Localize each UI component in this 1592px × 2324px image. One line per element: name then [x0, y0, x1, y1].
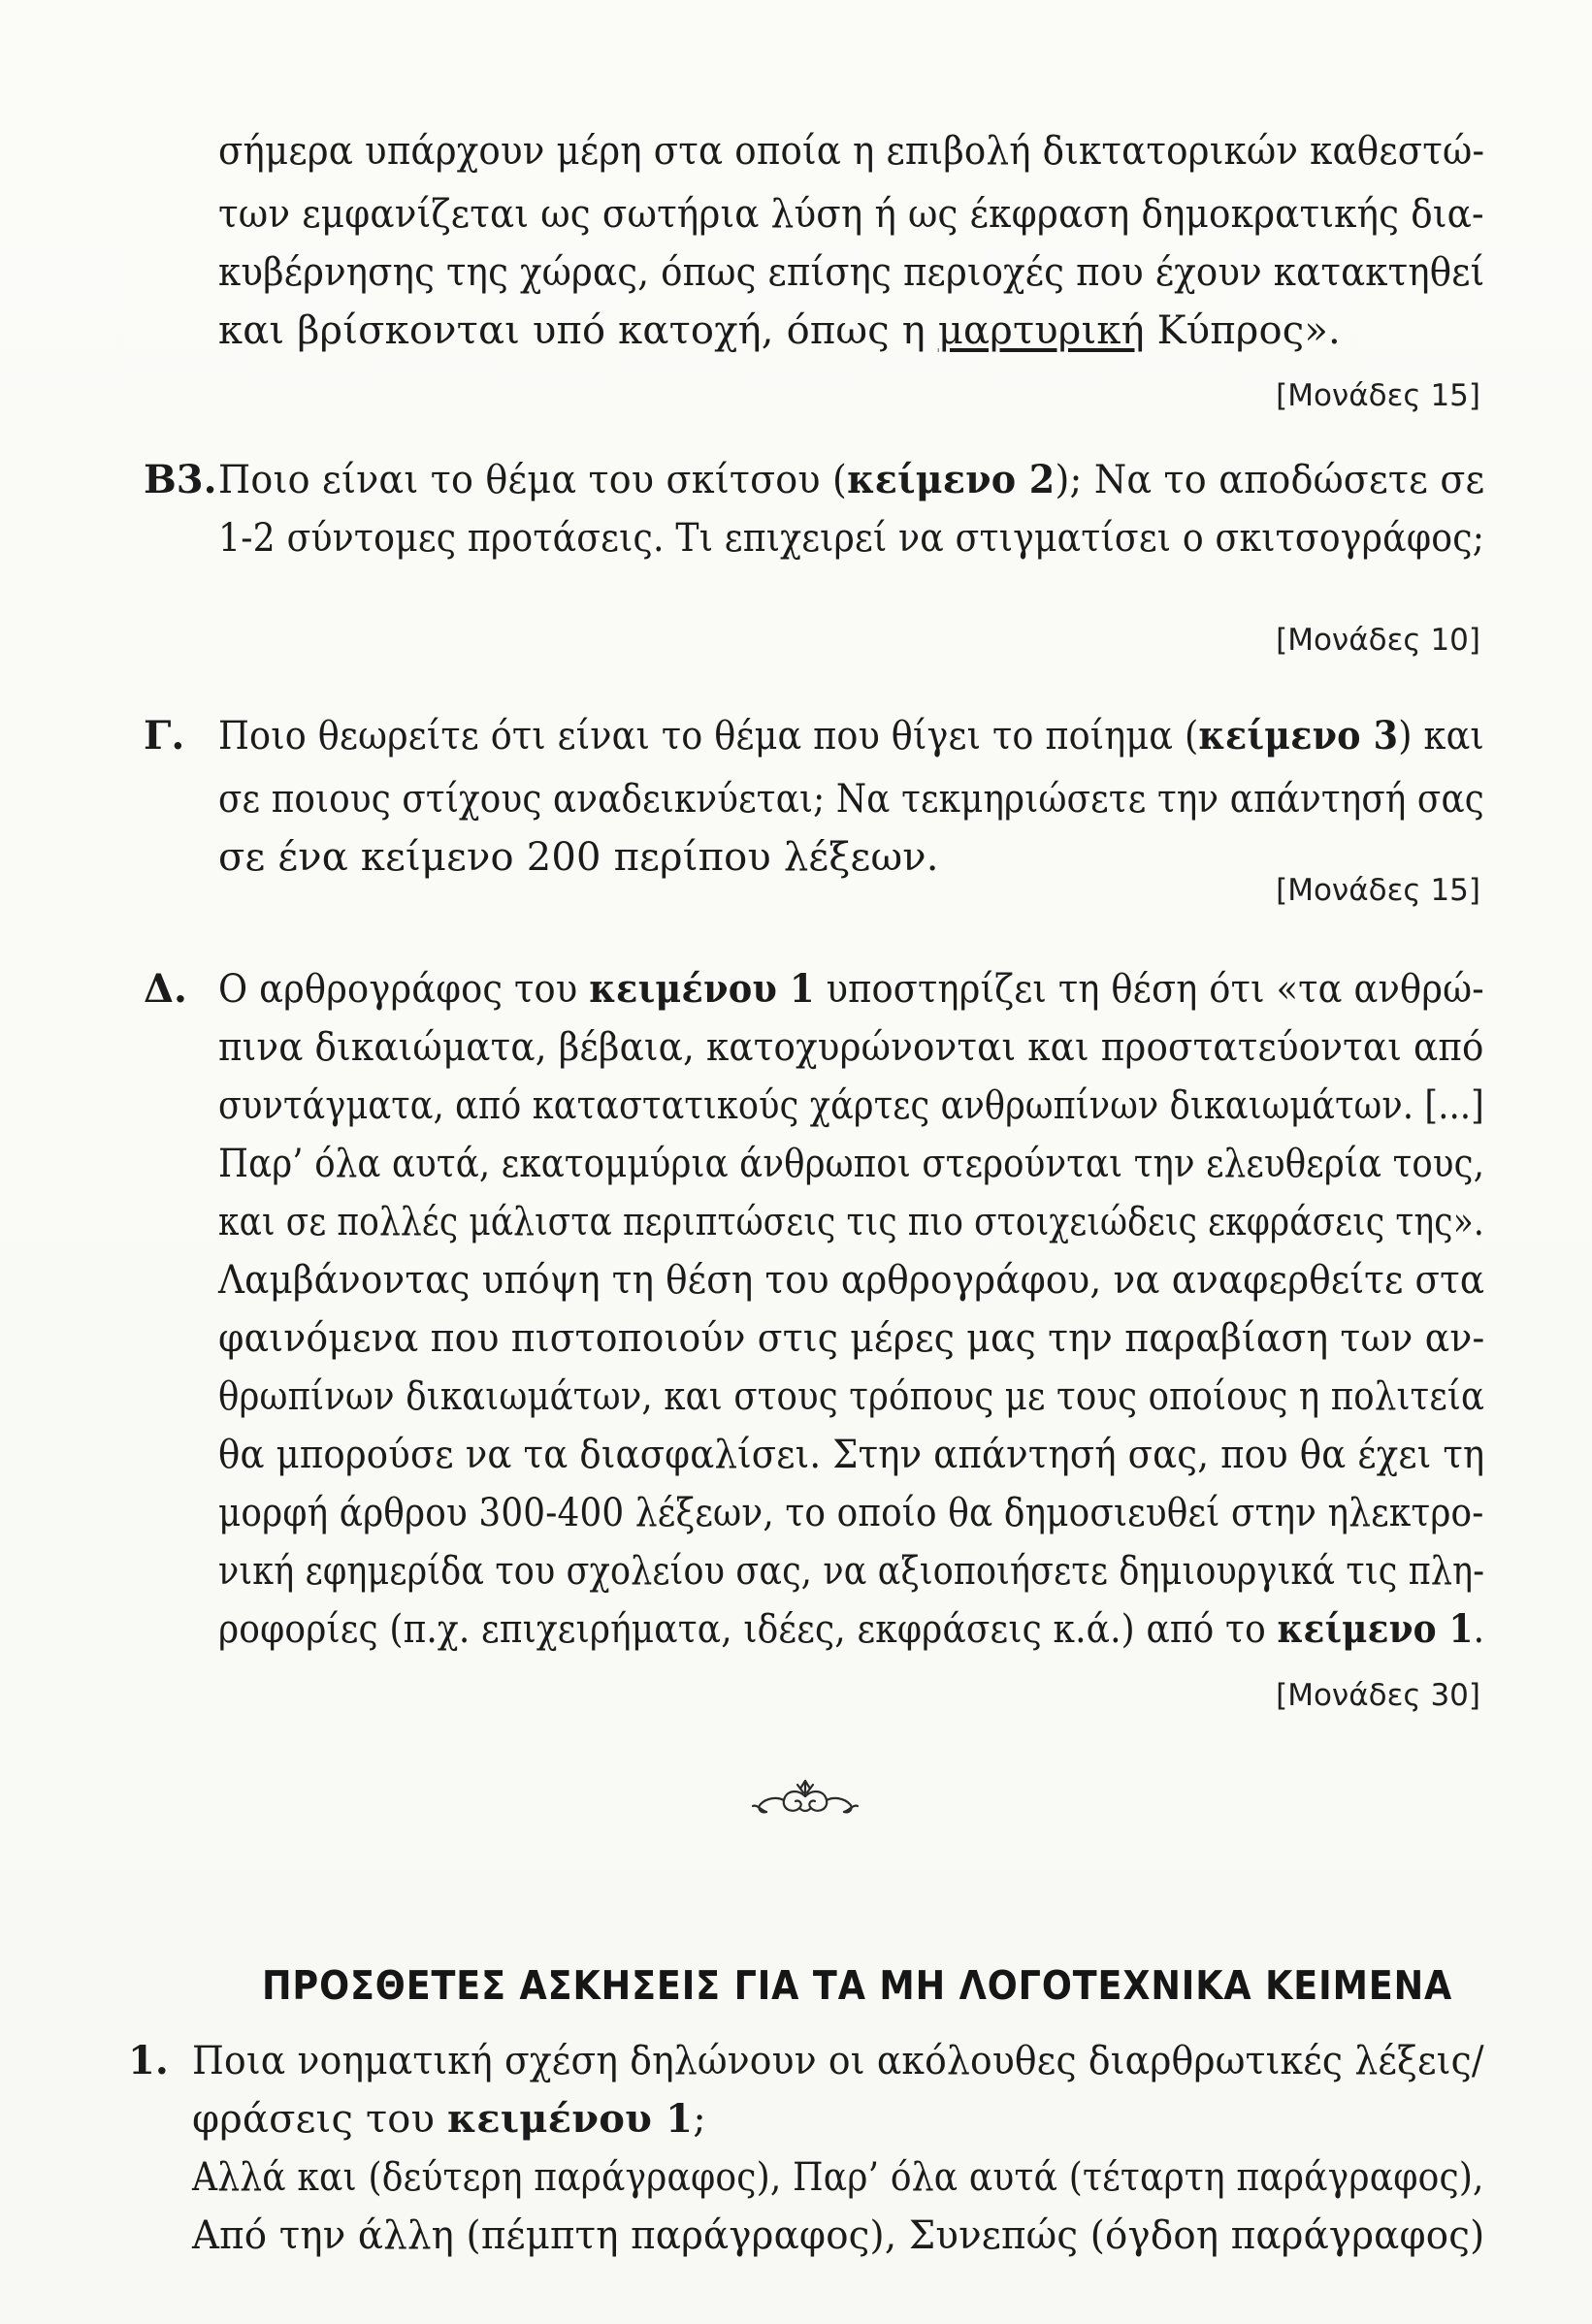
text-line: σήμερα υπάρχουν μέρη στα οποία η επιβολή δικτατορικών καθεστώ- [218, 129, 1485, 174]
text-line: πινα δικαιώματα, βέβαια, κατοχυρώνονται και προστατεύονται από [218, 1025, 1484, 1070]
text-line: θρωπίνων δικαιωμάτων, και στους τρόπους με τους οποίους η πολιτεία [218, 1374, 1485, 1419]
text-line [218, 709, 1484, 763]
ornament-flourish-icon [747, 1767, 863, 1825]
text-line: συντάγματα, από καταστατικούς χάρτες ανθρωπίνων δικαιωμάτων. [...] [218, 1083, 1485, 1128]
text-line: Παρ’ όλα αυτά, εκατομμύρια άνθρωποι στερούνται την ελευθερία τους, [218, 1142, 1485, 1186]
text-span: Ποιο θεωρείτε ότι είναι το θέμα που θίγει το ποίημα ( [218, 714, 1199, 759]
text-line [218, 1602, 1485, 1657]
text-line [218, 453, 1485, 507]
question-label-b3: Β3. [144, 457, 217, 502]
text-reference: κείμενο 2 [847, 457, 1056, 502]
text-line: και σε πολλές μάλιστα περιπτώσεις τις πιο στοιχειώδεις εκφράσεις της». [218, 1200, 1484, 1244]
text-line: θα μπορούσε να τα διασφαλίσει. Στην απάντησή σας, που θα έχει τη [218, 1433, 1485, 1477]
text-line: φαινόμενα που πιστοποιούν στις μέρες μας την παραβίαση των αν- [218, 1316, 1485, 1361]
text-span: Ο αρθρογράφος του [218, 967, 590, 1012]
text-line [218, 304, 1479, 358]
text-span: Κύπρος». [1144, 308, 1341, 353]
marks-label: [Μονάδες 10] [1276, 623, 1480, 658]
text-span: . [1473, 1607, 1485, 1652]
text-span: Ποιο είναι το θέμα του σκίτσου ( [218, 458, 848, 502]
text-line: σε ένα κείμενο 200 περίπου λέξεων. [218, 835, 939, 880]
text-line: 1-2 σύντομες προτάσεις. Τι επιχειρεί να στιγματίσει ο σκιτσογράφος; [218, 516, 1485, 561]
text-span: φράσεις του [192, 2097, 448, 2142]
underlined-word: μαρτυρική [937, 308, 1145, 353]
text-line: Από την άλλη (πέμπτη παράγραφος), Συνεπώς (όγδοη παράγραφος) [192, 2213, 1485, 2258]
text-reference: κειμένου 1 [447, 2096, 694, 2142]
text-line: Ποια νοηματική σχέση δηλώνουν οι ακόλουθες διαρθρωτικές λέξεις/ [192, 2039, 1484, 2083]
text-line: μορφή άρθρου 300-400 λέξεων, το οποίο θα δημοσιευθεί στην ηλεκτρο- [218, 1491, 1484, 1535]
marks-label: [Μονάδες 15] [1276, 873, 1480, 908]
text-line: νική εφημερίδα του σχολείου σας, να αξιοποιήσετε δημιουργικά τις πλη- [218, 1549, 1485, 1594]
text-span: ροφορίες (π.χ. επιχειρήματα, ιδέες, εκφράσεις κ.ά.) από το [218, 1607, 1278, 1652]
marks-label: [Μονάδες 30] [1276, 1678, 1480, 1713]
text-line: των εμφανίζεται ως σωτήρια λύση ή ως έκφραση δημοκρατικής δια- [218, 192, 1484, 237]
text-line [218, 962, 1484, 1017]
text-line: σε ποιους στίχους αναδεικνύεται; Να τεκμηριώσετε την απάντησή σας [218, 777, 1484, 822]
marks-label: [Μονάδες 15] [1276, 378, 1480, 413]
question-label-g: Γ. [144, 713, 185, 759]
text-line: Λαμβάνοντας υπόψη τη θέση του αρθρογράφου, να αναφερθείτε στα [218, 1258, 1485, 1303]
text-span: υποστηρίζει τη θέση ότι «τα ανθρώ- [814, 967, 1484, 1012]
text-span: ) και [1398, 714, 1484, 759]
text-span: ; [693, 2097, 706, 2142]
text-reference: κείμενο 3 [1198, 713, 1399, 759]
text-line: κυβέρνησης της χώρας, όπως επίσης περιοχές που έχουν κατακτηθεί [218, 250, 1485, 295]
text-reference: κείμενο 1 [1277, 1606, 1474, 1652]
text-span: και βρίσκονται υπό κατοχή, όπως η [218, 308, 938, 353]
text-reference: κειμένου 1 [589, 966, 815, 1012]
question-label-1: 1. [128, 2038, 169, 2083]
text-span: ); Να το αποδώσετε σε [1055, 458, 1485, 502]
section-heading: ΠΡΟΣΘΕΤΕΣ ΑΣΚΗΣΕΙΣ ΓΙΑ ΤΑ ΜΗ ΛΟΓΟΤΕΧΝΙΚΑ ΚΕΙΜΕΝΑ [262, 1962, 1453, 2009]
text-line [192, 2092, 706, 2146]
question-label-d: Δ. [144, 966, 187, 1012]
text-line: Αλλά και (δεύτερη παράγραφος), Παρ’ όλα αυτά (τέταρτη παράγραφος), [192, 2155, 1484, 2200]
